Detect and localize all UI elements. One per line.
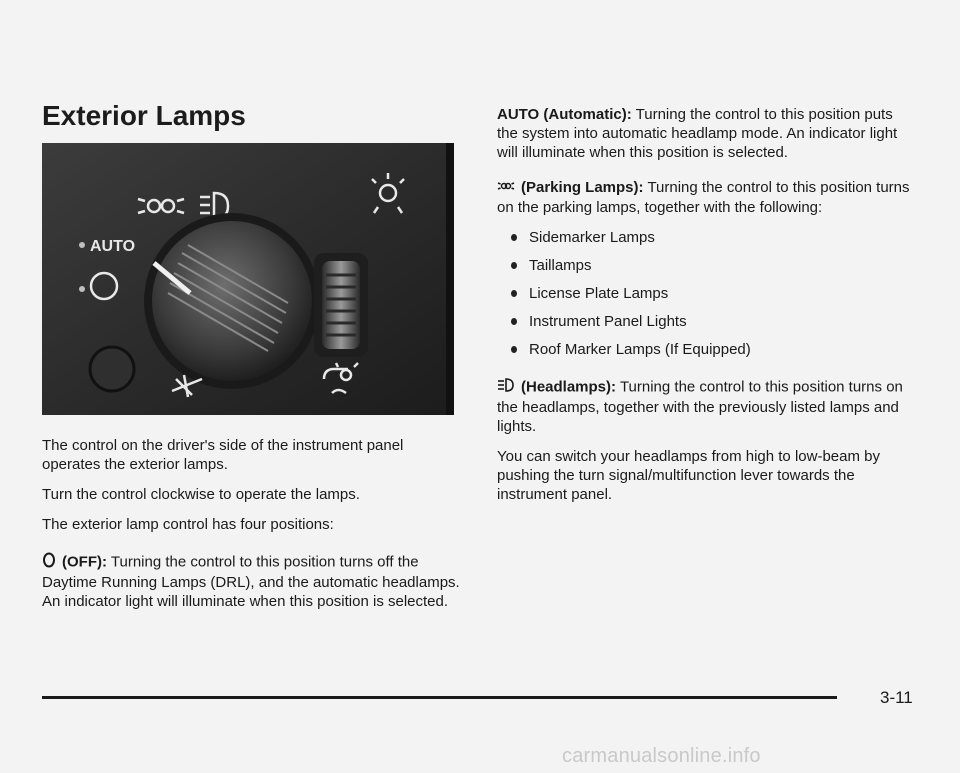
auto-text: Turning the control to this position puts the system into automatic headlamp mode. An indicator light will illuminate when this position is selected. — [497, 106, 898, 161]
round-button[interactable] — [90, 347, 134, 391]
list-item: Instrument Panel Lights — [509, 312, 917, 331]
auto-paragraph — [497, 105, 917, 162]
headlamps-term: (Headlamps): — [521, 378, 617, 395]
page-number: 3-11 — [880, 688, 913, 707]
auto-indicator-dot — [79, 242, 85, 248]
instruction-paragraph: Turn the control clockwise to operate the lamps. — [42, 486, 360, 503]
headlamp-control-photo — [42, 143, 454, 415]
parking-term: (Parking Lamps): — [521, 179, 644, 196]
page-title: Exterior Lamps — [42, 100, 246, 131]
left-column — [42, 436, 462, 622]
headlamp-switch-illustration — [42, 143, 454, 415]
parking-text: Turning the control to this position turns on the parking lamps, together with the following: — [497, 179, 910, 216]
off-indicator-dot — [79, 286, 85, 292]
list-item: Taillamps — [509, 256, 917, 275]
positions-intro-paragraph: The exterior lamp control has four positions: — [42, 516, 334, 533]
headlamp-knob[interactable] — [152, 221, 312, 381]
off-circle-icon — [42, 552, 56, 573]
off-text: Turning the control to this position turns off the Daytime Running Lamps (DRL), and the automatic headlamps. An indicator light will illuminate when this position is selected. — [42, 553, 460, 610]
footer-rule — [42, 696, 837, 699]
parking-items-list — [509, 228, 917, 359]
headlamps-text: Turning the control to this position turns on the headlamps, together with the previously listed lamps and lights. — [497, 378, 903, 435]
switch-paragraph: You can switch your headlamps from high to low-beam by pushing the turn signal/multifunction lever towards the instrument panel. — [497, 447, 880, 503]
intro-paragraph: The control on the driver's side of the instrument panel operates the exterior lamps. — [42, 437, 404, 473]
headlamps-paragraph — [497, 377, 917, 436]
off-term: (OFF): — [62, 553, 107, 571]
watermark-text: carmanualsonline.info — [562, 745, 761, 767]
parking-lamp-symbol-icon — [497, 179, 515, 198]
list-item: License Plate Lamps — [509, 284, 917, 303]
list-item: Roof Marker Lamps (If Equipped) — [509, 340, 917, 359]
parking-paragraph — [497, 178, 917, 217]
auto-position-label: AUTO — [90, 238, 136, 255]
headlamp-symbol-icon — [497, 377, 515, 398]
auto-term: AUTO (Automatic): — [497, 106, 632, 123]
right-column — [497, 105, 917, 515]
off-paragraph — [42, 552, 462, 611]
list-item: Sidemarker Lamps — [509, 228, 917, 247]
